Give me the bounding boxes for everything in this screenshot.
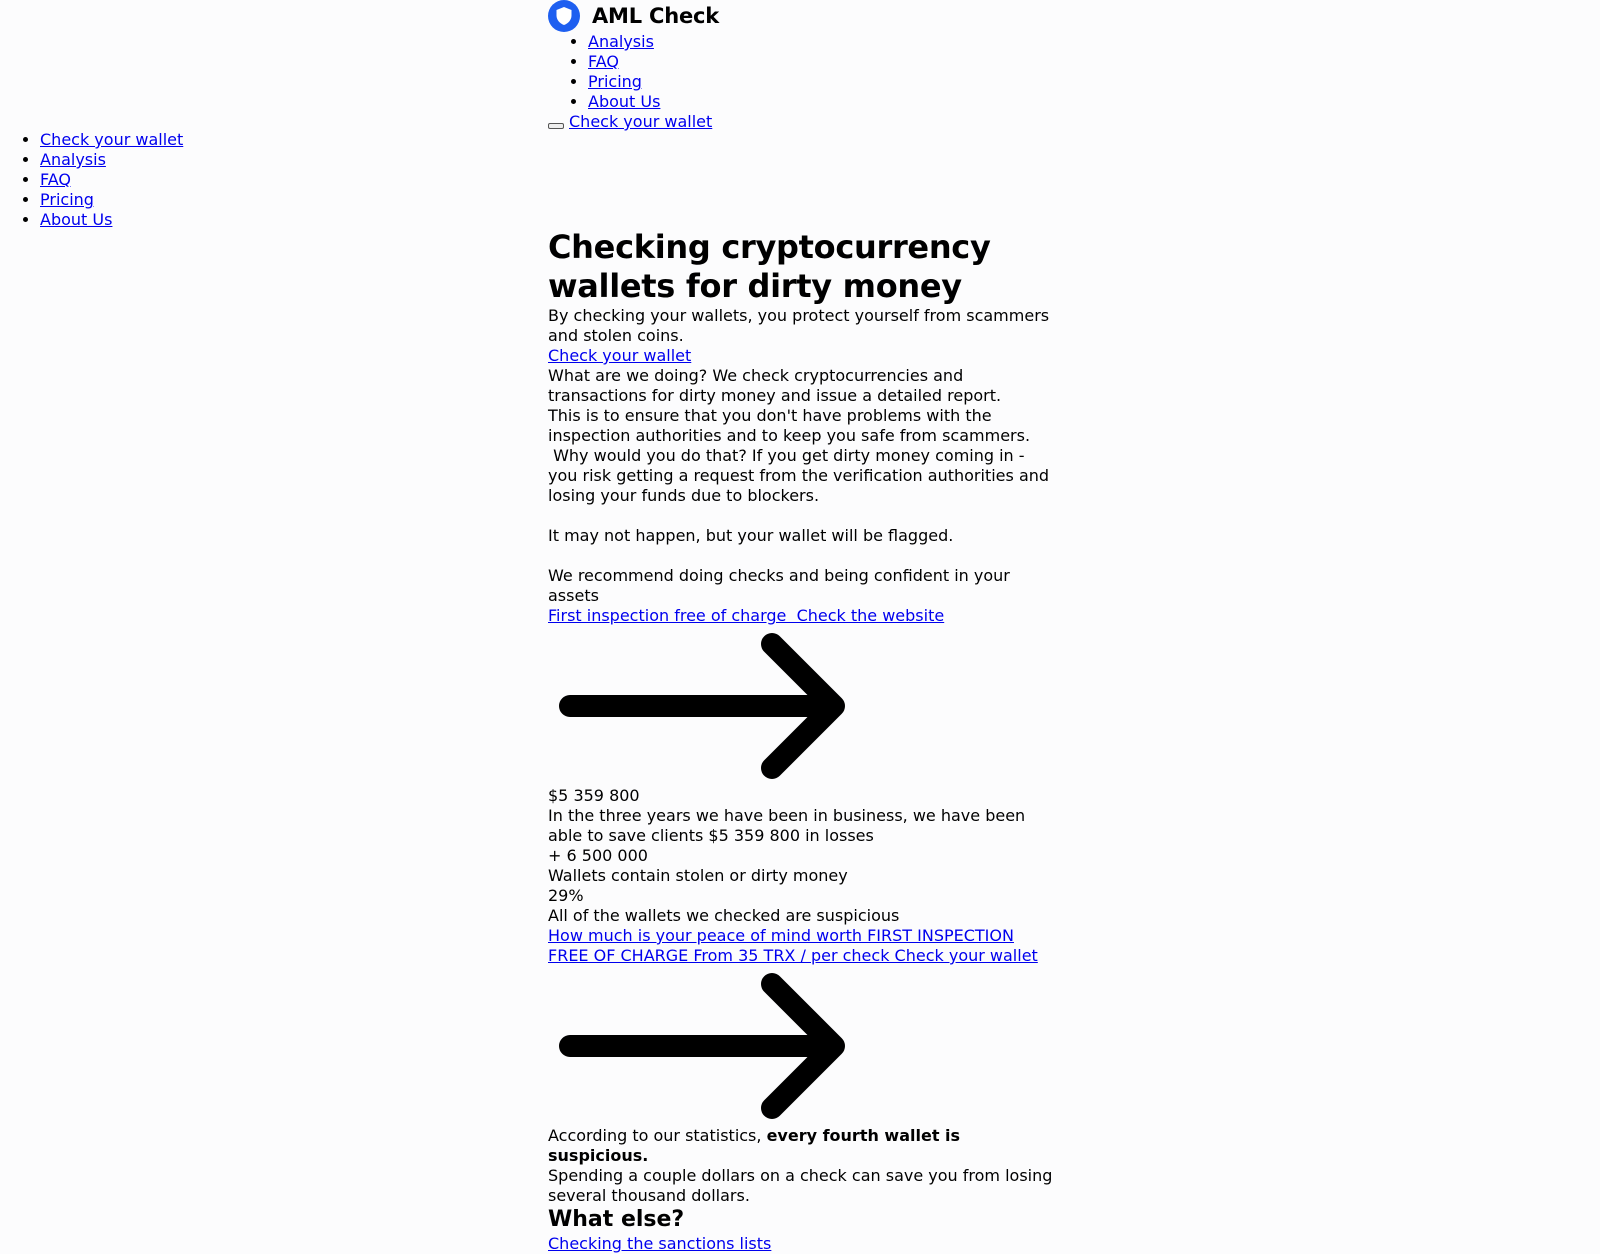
statistics-spending: Spending a couple dollars on a check can save you from losing several thousand dollars. xyxy=(548,1166,1053,1205)
arrow-right-icon xyxy=(548,626,848,786)
main-column xyxy=(548,0,1058,1254)
what-else-title: What else? xyxy=(548,1207,685,1232)
top-nav-item xyxy=(588,52,1058,72)
first-inspection-link[interactable]: First inspection free of charge Check the website xyxy=(548,606,945,625)
statistics-highlight: every fourth wallet is suspicious. xyxy=(548,1126,961,1165)
side-menu-item xyxy=(40,150,183,170)
side-menu-item xyxy=(40,210,183,230)
stats xyxy=(548,786,1058,926)
stat-value: 29% xyxy=(548,886,584,905)
hero-subtitle: By checking your wallets, you protect yourself from scammers and stolen coins. xyxy=(548,306,1050,345)
side-menu-link-pricing[interactable]: Pricing xyxy=(40,190,94,209)
stat-value: $5 359 800 xyxy=(548,786,640,805)
top-nav-link-faq[interactable]: FAQ xyxy=(588,52,619,71)
sanctions-lists-link[interactable]: Checking the sanctions lists xyxy=(548,1234,772,1253)
brand-name: AML Check xyxy=(592,4,720,28)
hero-title: Checking cryptocurrency wallets for dirty money xyxy=(548,228,991,305)
side-menu-item xyxy=(40,190,183,210)
side-menu-link-faq[interactable]: FAQ xyxy=(40,170,71,189)
top-nav xyxy=(548,32,1058,112)
stat-label: All of the wallets we checked are suspicious xyxy=(548,906,900,925)
side-menu-item xyxy=(40,170,183,190)
about-what: What are we doing? We check cryptocurrencies and transactions for dirty money and issue a detailed report. xyxy=(548,366,1002,405)
statistics-prefix: According to our statistics, xyxy=(548,1126,767,1145)
side-menu xyxy=(0,130,183,230)
logo[interactable] xyxy=(548,0,1058,32)
hero-check-wallet-link[interactable]: Check your wallet xyxy=(548,346,692,365)
stat-label: In the three years we have been in business, we have been able to save clients $5 359 800 in losses xyxy=(548,806,1026,845)
stat-label: Wallets contain stolen or dirty money xyxy=(548,866,848,885)
side-menu-item xyxy=(40,130,183,150)
side-menu-link-about[interactable]: About Us xyxy=(40,210,113,229)
top-nav-item xyxy=(588,32,1058,52)
about-may-not: It may not happen, but your wallet will be flagged. xyxy=(548,526,954,545)
header-actions xyxy=(548,112,1058,132)
stat-value: + 6 500 000 xyxy=(548,846,648,865)
side-menu-link-check-wallet[interactable]: Check your wallet xyxy=(40,130,184,149)
statistics-text xyxy=(548,1126,1058,1166)
top-nav-link-about[interactable]: About Us xyxy=(588,92,661,111)
pricing-check-wallet-link[interactable]: How much is your peace of mind worth FIRST INSPECTION FREE OF CHARGE From 35 TRX / per check Check your wallet xyxy=(548,926,1038,965)
top-nav-link-analysis[interactable]: Analysis xyxy=(588,32,654,51)
top-nav-item xyxy=(588,92,1058,112)
menu-toggle-icon[interactable] xyxy=(548,123,564,129)
top-nav-item xyxy=(588,72,1058,92)
shield-icon xyxy=(548,0,580,32)
side-menu-link-analysis[interactable]: Analysis xyxy=(40,150,106,169)
header-check-wallet-link[interactable]: Check your wallet xyxy=(569,112,713,131)
about-why: Why would you do that? If you get dirty money coming in - you risk getting a request from the verification authorities and losing your funds due to blockers. xyxy=(548,446,1055,505)
about-recommend: We recommend doing checks and being confident in your assets xyxy=(548,566,1010,605)
top-nav-link-pricing[interactable]: Pricing xyxy=(588,72,642,91)
about-ensure: This is to ensure that you don't have problems with the inspection authorities and to keep you safe from scammers. xyxy=(548,406,1031,445)
arrow-right-icon xyxy=(548,966,848,1126)
